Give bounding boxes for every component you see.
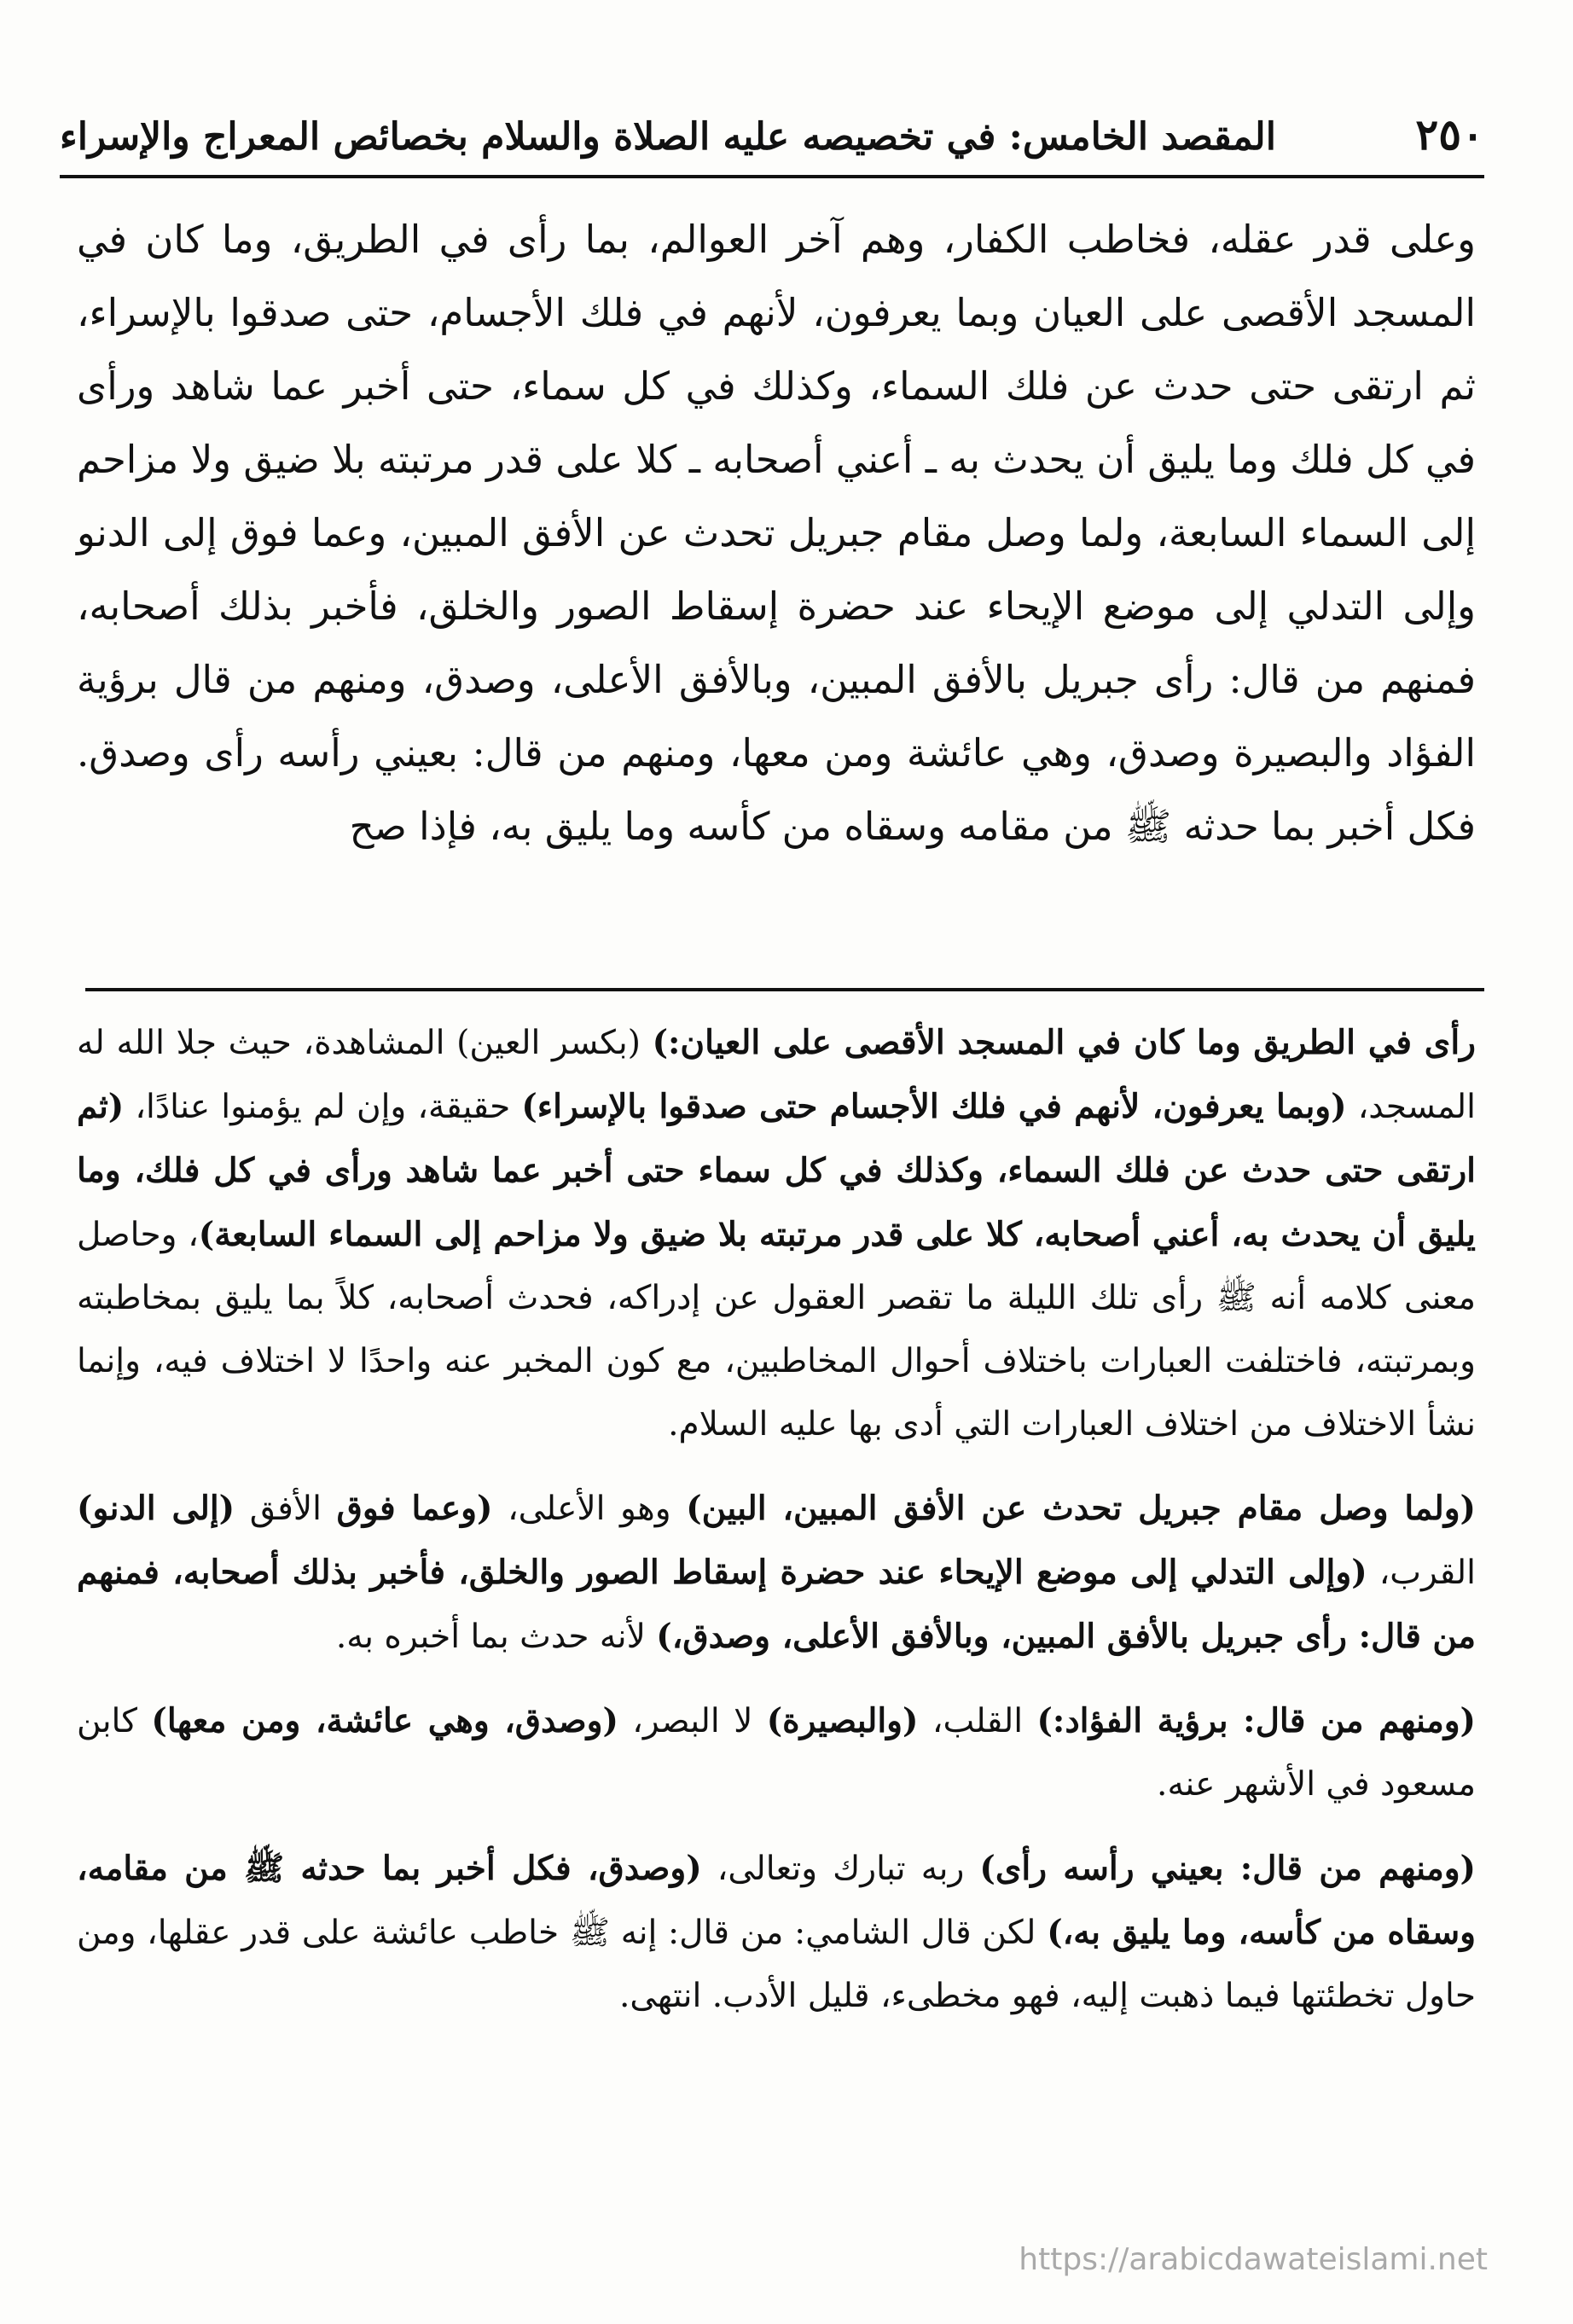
commentary-gloss: ، وحاصل معنى كلامه أنه ﷺ رأى تلك الليلة ما تقصر العقول عن إدراكه، فحدث أصحابه، كلاً بما يليق بمخاطبته وبمرتبته، فاختلفت العبارات باختلاف أحوال المخاطبين، مع كون المخبر عنه واحدًا لا اختلاف فيه، وإنما نشأ الاختلاف من اختلاف العبارات التي أدى بها عليه السلام. xyxy=(77,1216,1476,1444)
commentary-gloss: لأنه حدث بما أخبره به. xyxy=(335,1618,657,1656)
commentary-quote: (وصدق، وهي عائشة، ومن معها) xyxy=(151,1701,618,1740)
header-rule xyxy=(60,175,1484,178)
commentary-paragraph-2 xyxy=(77,1477,1476,1669)
commentary-gloss: الأفق xyxy=(235,1490,337,1528)
commentary-paragraph-1 xyxy=(77,1011,1476,1456)
commentary-gloss: لا البصر، xyxy=(618,1702,767,1740)
commentary-quote: (ثم ارتقى حتى حدث عن فلك السماء، وكذلك في كل سماء حتى أخبر عما شاهد ورأى في كل فلك، وما يليق أن يحدث به، أعني أصحابه، كلا على قدر مرتبته بلا ضيق ولا مزاحم إلى السماء السابعة) xyxy=(77,1087,1476,1254)
commentary-paragraph-3 xyxy=(77,1689,1476,1816)
watermark-url: https://arabicdawateislami.net xyxy=(1019,2242,1488,2277)
commentary-gloss: القلب، xyxy=(918,1702,1037,1740)
commentary-gloss: حقيقة، وإن لم يؤمنوا عنادًا، xyxy=(124,1088,522,1126)
commentary-quote: (ومنهم من قال: بعيني رأسه رأى) xyxy=(979,1849,1477,1888)
commentary-quote: (والبصيرة) xyxy=(766,1701,919,1740)
page-number: ٢٥٠ xyxy=(1415,109,1484,160)
commentary-quote: (وإلى التدلي إلى موضع الإيحاء عند حضرة إسقاط الصور والخلق، فأخبر بذلك أصحابه، فمنهم من قال: رأى جبريل بالأفق المبين، وبالأفق الأعلى، وصدق،) xyxy=(77,1553,1476,1656)
commentary-divider xyxy=(85,988,1484,991)
running-title: المقصد الخامس: في تخصيصه عليه الصلاة والسلام بخصائص المعراج والإسراء xyxy=(60,115,1276,159)
commentary-gloss: ربه تبارك وتعالى، xyxy=(701,1850,980,1888)
commentary-quote: (وصدق، فكل أخبر بما حدثه ﷺ من مقامه، وسقاه من كأسه، وما يليق به،) xyxy=(77,1849,1476,1952)
commentary-gloss: وهو الأعلى، xyxy=(492,1490,687,1528)
page-header xyxy=(60,109,1484,160)
main-text xyxy=(77,203,1476,863)
commentary-section xyxy=(77,1011,1476,2048)
commentary-quote: (وعما فوق xyxy=(336,1489,493,1528)
commentary-gloss: القرب، xyxy=(1367,1554,1476,1592)
commentary-quote: (وبما يعرفون، لأنهم في فلك الأجسام حتى صدقوا بالإسراء) xyxy=(521,1087,1347,1126)
commentary-gloss: (بكسر العين) المشاهدة، حيث جلا الله له المسجد، xyxy=(77,1024,1477,1126)
commentary-quote: رأى في الطريق وما كان في المسجد الأقصى على العيان:) xyxy=(652,1023,1476,1062)
commentary-gloss: كابن مسعود في الأشهر عنه. xyxy=(77,1702,1476,1804)
commentary-gloss: لكن قال الشامي: من قال: إنه ﷺ خاطب عائشة على قدر عقلها، ومن حاول تخطئتها فيما ذهبت إليه، فهو مخطىء، قليل الأدب. انتهى. xyxy=(77,1914,1476,2015)
commentary-quote: (ولما وصل مقام جبريل تحدث عن الأفق المبين، البين) xyxy=(686,1489,1476,1528)
commentary-paragraph-4 xyxy=(77,1837,1476,2028)
commentary-quote: (ومنهم من قال: برؤية الفؤاد:) xyxy=(1036,1701,1476,1740)
commentary-quote: (إلى الدنو) xyxy=(77,1489,235,1528)
main-paragraph: وعلى قدر عقله، فخاطب الكفار، وهم آخر العوالم، بما رأى في الطريق، وما كان في المسجد الأقصى على العيان وبما يعرفون، لأنهم في فلك الأجسام، حتى صدقوا بالإسراء، ثم ارتقى حتى حدث عن فلك السماء، وكذلك في كل سماء، حتى أخبر عما شاهد ورأى في كل فلك وما يليق أن يحدث به ـ أعني أصحابه ـ كلا على قدر مرتبته بلا ضيق ولا مزاحم إلى السماء السابعة، ولما وصل مقام جبريل تحدث عن الأفق المبين، وعما فوق إلى الدنو وإلى التدلي إلى موضع الإيحاء عند حضرة إسقاط الصور والخلق، فأخبر بذلك أصحابه، فمنهم من قال: رأى جبريل بالأفق المبين، وبالأفق الأعلى، وصدق، ومنهم من قال برؤية الفؤاد والبصيرة وصدق، وهي عائشة ومن معها، ومنهم من قال: بعيني رأسه رأى وصدق. فكل أخبر بما حدثه ﷺ من مقامه وسقاه من كأسه وما يليق به، فإذا صح xyxy=(77,217,1476,849)
